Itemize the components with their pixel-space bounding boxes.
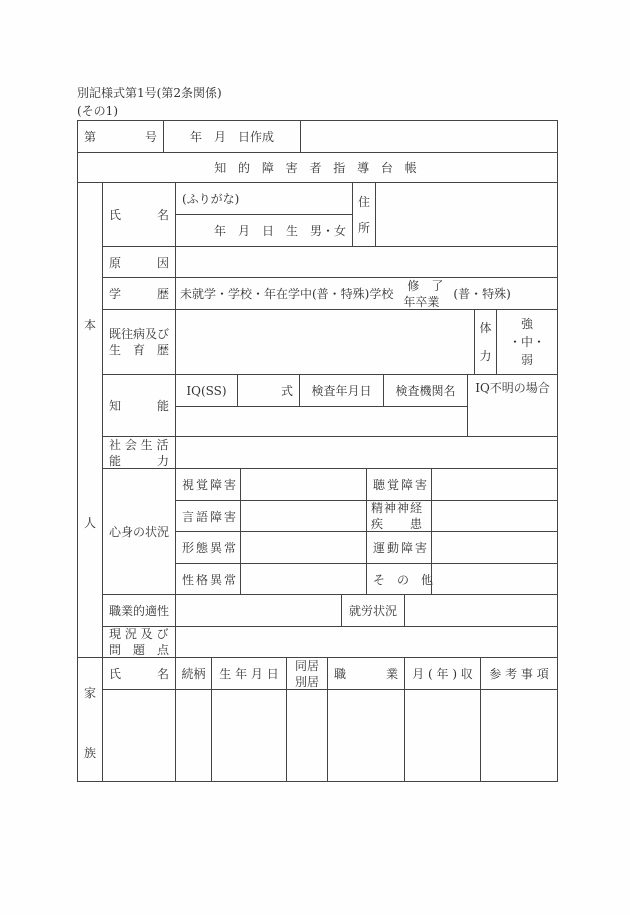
speech-label-text: 言語障害	[182, 509, 239, 524]
job-header-a: 職	[334, 667, 347, 681]
iq-unknown-field[interactable]	[467, 374, 558, 437]
address-label-b: 所	[357, 220, 370, 235]
motor-label	[366, 531, 432, 564]
visual-field[interactable]	[240, 468, 367, 501]
current-label-line1: 現 況 及 び	[109, 627, 169, 641]
cohabitation-line1: 同居	[294, 658, 319, 673]
form-abnormality-label	[175, 531, 241, 564]
birthdate-header-text: 生 年 月 日	[219, 667, 279, 681]
birth-sex-text: 年 月 日 生 男・女	[213, 224, 346, 238]
birthdate-header	[211, 657, 287, 690]
iq-header-text: IQ(SS)	[186, 383, 227, 398]
stamina-medium: 中	[520, 335, 533, 349]
intelligence-label	[102, 374, 176, 437]
employment-field[interactable]	[404, 594, 558, 627]
neuro-label-line2: 疾 患	[371, 517, 424, 531]
current-label-2a: 問	[109, 643, 122, 657]
intelligence-label-b: 能	[156, 399, 169, 413]
name-label-a: 氏	[109, 208, 122, 222]
intelligence-label-a: 知	[109, 399, 122, 413]
family-label-bottom: 族	[84, 746, 97, 760]
title-cell	[77, 152, 558, 183]
current-label-2b: 題	[132, 643, 145, 657]
visual-label	[175, 468, 241, 501]
personality-label	[175, 563, 241, 595]
hearing-label-text: 聴覚障害	[373, 478, 430, 492]
stamina-strong: 強	[520, 317, 533, 331]
social-label	[102, 436, 176, 469]
education-label	[102, 277, 176, 310]
history-label-2b: 育	[132, 343, 145, 357]
income-header-text: 月 ( 年 ) 収	[412, 667, 473, 681]
test-date-header-text: 検査年月日	[311, 384, 372, 398]
personality-label-text: 性格異常	[182, 572, 239, 587]
social-label-2a: 能	[109, 453, 122, 468]
job-header-b: 業	[385, 667, 398, 681]
notes-field[interactable]	[480, 689, 558, 782]
name-label-b: 名	[156, 208, 169, 222]
relation-header-text: 続柄	[181, 667, 206, 681]
no-prefix: 第	[84, 130, 97, 144]
neuro-label	[366, 500, 432, 532]
history-label-line2	[109, 342, 169, 358]
condition-label	[102, 468, 176, 595]
family-name-b: 名	[156, 667, 169, 681]
date-created-cell[interactable]	[163, 120, 301, 153]
education-graduate: 年卒業	[403, 294, 440, 309]
stamina-weak: 弱	[520, 353, 533, 367]
education-field[interactable]	[175, 277, 558, 310]
hearing-field[interactable]	[431, 468, 558, 501]
speech-field[interactable]	[240, 500, 367, 532]
furigana-label: (ふりがな)	[182, 192, 240, 206]
vocation-field[interactable]	[175, 594, 342, 627]
family-name-a: 氏	[109, 667, 122, 681]
education-label-a: 学	[109, 287, 122, 301]
education-label-b: 歴	[156, 287, 169, 301]
institution-header-text: 検査機関名	[395, 384, 456, 398]
history-label	[102, 309, 176, 375]
address-field[interactable]	[375, 182, 558, 247]
social-label-2b: 力	[156, 453, 169, 468]
relation-field[interactable]	[175, 689, 212, 782]
page-title: 知 的 障 害 者 指 導 台 帳	[214, 161, 421, 175]
education-complete: 修 了	[407, 278, 444, 293]
self-label-top: 本	[84, 318, 97, 332]
number-cell[interactable]	[77, 120, 164, 153]
visual-label-text: 視覚障害	[182, 478, 239, 492]
social-label-line1: 社 会 生 活	[109, 437, 169, 452]
cause-label-b: 因	[156, 255, 169, 270]
furigana-field[interactable]	[175, 182, 353, 215]
cause-label-a: 原	[109, 255, 122, 270]
self-section	[77, 182, 103, 658]
iq-header	[175, 374, 238, 407]
other-field[interactable]	[431, 563, 558, 595]
social-label-line2	[109, 453, 169, 469]
other-label	[366, 563, 432, 595]
speech-label	[175, 500, 241, 532]
employment-label-text: 就労状況	[348, 604, 397, 618]
family-label-top: 家	[84, 686, 97, 700]
stamina-middle-row	[509, 333, 545, 351]
stamina-label	[474, 309, 497, 375]
vocation-label	[102, 594, 176, 627]
current-field[interactable]	[175, 626, 558, 658]
cohabitation-line2: 別居	[294, 674, 319, 689]
history-label-line1: 既往病及び	[109, 327, 170, 341]
stamina-dot-2: ・	[533, 335, 546, 349]
institution-header	[383, 374, 468, 407]
job-header	[327, 657, 405, 690]
income-field[interactable]	[404, 689, 481, 782]
history-field[interactable]	[175, 309, 475, 375]
form-abnormality-field[interactable]	[240, 531, 367, 564]
cohabitation-header	[286, 657, 328, 690]
stamina-label-a: 体	[479, 321, 492, 335]
education-options: 未就学・学校・年在学中(普・特殊)学校	[180, 287, 394, 301]
current-label-line2	[109, 642, 169, 658]
cohabitation-field[interactable]	[286, 689, 328, 782]
personality-field[interactable]	[240, 563, 367, 595]
test-date-header	[299, 374, 384, 407]
neuro-label-line1: 精神神経	[371, 501, 424, 515]
form-label: 別記様式第1号(第2条関係)	[77, 86, 222, 100]
history-label-2a: 生	[109, 343, 122, 357]
income-header	[404, 657, 481, 690]
current-label	[102, 626, 176, 658]
no-suffix: 号	[144, 130, 157, 144]
vocation-label-text: 職業的適性	[109, 604, 170, 618]
method-header-text: 式	[280, 384, 293, 398]
job-field[interactable]	[327, 689, 405, 782]
intelligence-field[interactable]	[175, 406, 468, 437]
birthdate-field[interactable]	[211, 689, 287, 782]
cause-field[interactable]	[175, 246, 558, 278]
birth-sex-field[interactable]	[175, 214, 353, 247]
other-label-text: そ の 他	[373, 572, 434, 587]
neuro-field[interactable]	[431, 500, 558, 532]
date-created: 年 月 日作成	[189, 130, 274, 144]
condition-label-text: 心身の状況	[109, 525, 170, 539]
form-abnormality-text: 形態異常	[182, 541, 239, 555]
family-name-field[interactable]	[102, 689, 176, 782]
motor-label-text: 運動障害	[373, 541, 430, 555]
education-completion	[403, 278, 443, 310]
stamina-dot-1: ・	[508, 335, 521, 349]
relation-header	[175, 657, 212, 690]
cause-label	[102, 246, 176, 278]
stamina-label-b: 力	[479, 349, 492, 363]
sub-label: (その1)	[77, 104, 118, 118]
iq-unknown-label: IQ不明の場合	[475, 381, 550, 395]
social-field[interactable]	[175, 436, 558, 469]
notes-header	[480, 657, 558, 690]
education-type: (普・特殊)	[453, 287, 511, 301]
name-label	[102, 182, 176, 247]
address-label	[352, 182, 376, 247]
family-name-header	[102, 657, 176, 690]
motor-field[interactable]	[431, 531, 558, 564]
stamina-options[interactable]	[496, 309, 558, 375]
self-label-bottom: 人	[84, 516, 97, 530]
family-section	[77, 657, 103, 782]
hearing-label	[366, 468, 432, 501]
current-label-2c: 点	[156, 643, 169, 657]
address-label-a: 住	[357, 194, 370, 209]
notes-header-text: 参 考 事 項	[489, 667, 549, 681]
employment-label	[341, 594, 405, 627]
history-label-2c: 歴	[156, 343, 169, 357]
method-header	[237, 374, 300, 407]
